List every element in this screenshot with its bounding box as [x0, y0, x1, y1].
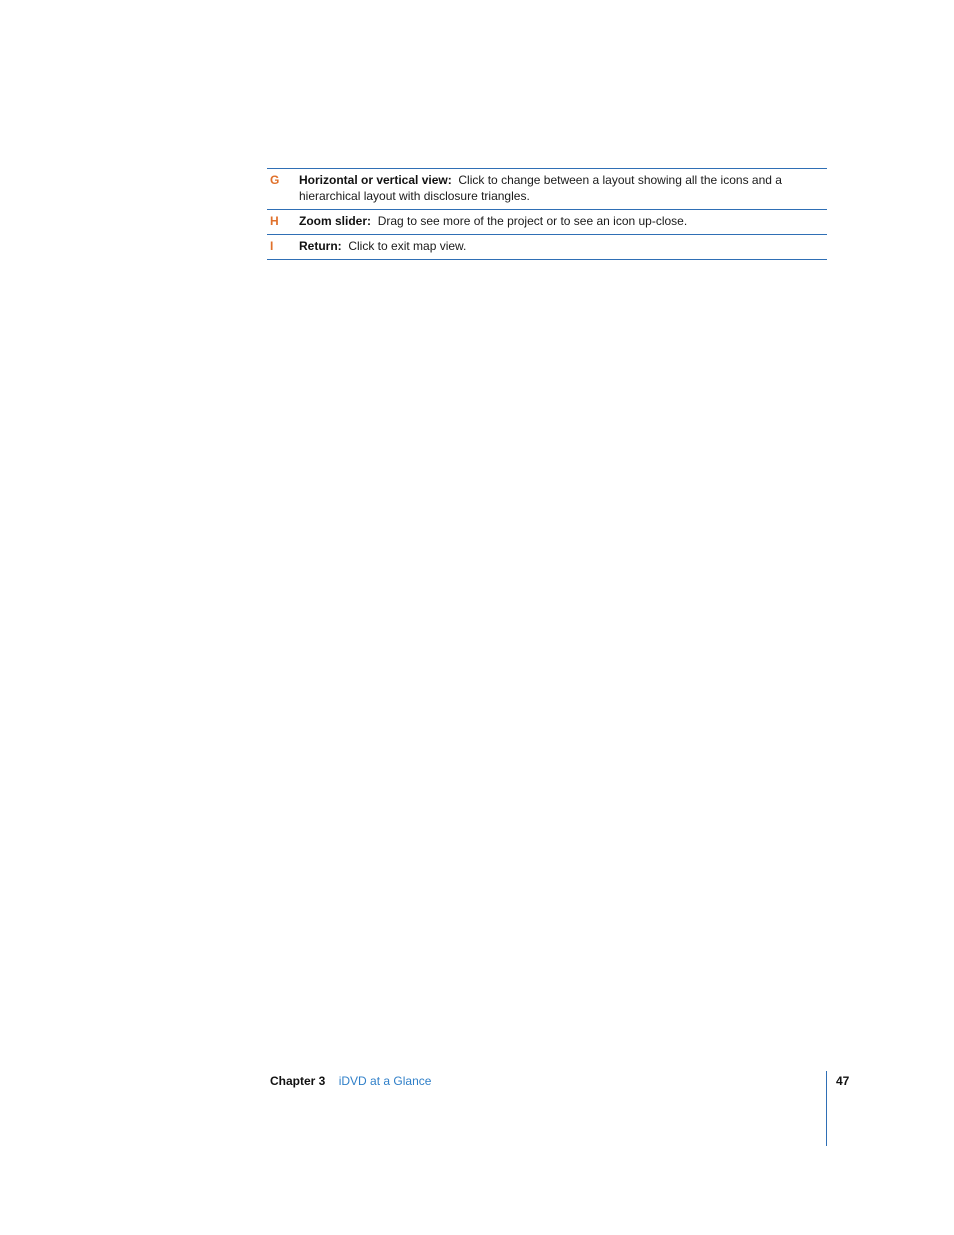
callout-table	[267, 168, 827, 260]
footer-divider	[826, 1071, 827, 1146]
footer-chapter	[270, 1073, 431, 1089]
callout-description	[299, 172, 827, 204]
callout-term: Zoom slider:	[299, 214, 372, 228]
callout-description	[299, 213, 827, 229]
chapter-label: Chapter 3	[270, 1074, 326, 1088]
callout-row-g	[267, 169, 827, 210]
callout-letter: H	[270, 214, 279, 228]
callout-text: Click to exit map view.	[348, 239, 467, 253]
page-number: 47	[836, 1074, 850, 1088]
callout-description	[299, 238, 827, 254]
callout-row-h	[267, 210, 827, 235]
chapter-title-link[interactable]: iDVD at a Glance	[338, 1074, 432, 1088]
callout-text: Drag to see more of the project or to see an icon up-close.	[377, 214, 688, 228]
callout-text: Click to change between a layout showing all the icons and a hierarchical layout with disclosure triangles.	[299, 173, 782, 203]
callout-term: Return:	[299, 239, 342, 253]
callout-letter: I	[270, 239, 274, 253]
callout-row-i	[267, 235, 827, 260]
callout-term: Horizontal or vertical view:	[299, 173, 452, 187]
callout-letter: G	[270, 173, 280, 187]
